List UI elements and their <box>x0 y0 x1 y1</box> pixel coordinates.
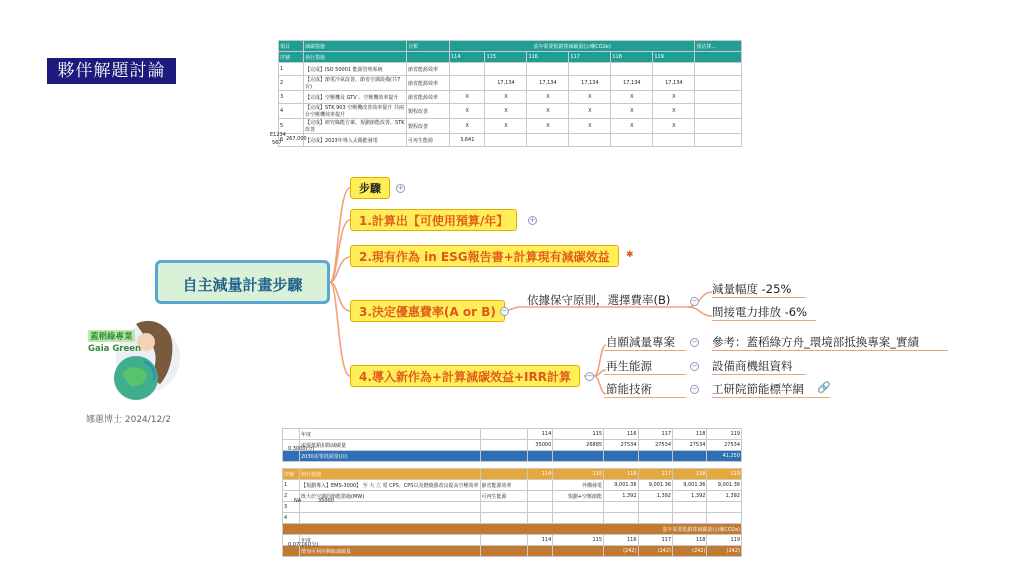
table-cell: 115 <box>553 469 604 480</box>
table-cell: 1,392 <box>673 491 707 502</box>
table-cell: 9,001.36 <box>604 480 638 491</box>
table-cell <box>527 513 553 524</box>
table-cell: (242) <box>638 546 672 557</box>
table-cell: 外購發電 <box>553 480 604 491</box>
slide-title: 夥伴解題討論 <box>47 58 176 84</box>
row-number: 3 <box>279 91 304 104</box>
value-cell: X <box>485 119 527 134</box>
table-cell: 114 <box>527 469 553 480</box>
table-cell: 3 <box>283 502 300 513</box>
table-cell: 117 <box>638 535 672 546</box>
subheader-cell: 115 <box>485 52 527 63</box>
category-cell: 製程改善 <box>407 119 450 134</box>
category-cell: 節省能源效率 <box>407 63 450 76</box>
group-header: 基年需要抵銷排減碳量(公噸CO2e) <box>283 524 742 535</box>
value-cell: X <box>653 91 695 104</box>
table-cell: 41,250 <box>707 451 742 462</box>
table-cell: 26885 <box>553 440 604 451</box>
table-cell: 9,001.36 <box>707 480 742 491</box>
side-cell: 35000 <box>318 498 334 504</box>
value-cell: X <box>485 104 527 119</box>
table-cell <box>638 502 672 513</box>
table-cell: 執行措施 <box>300 469 481 480</box>
table-cell: 規劃+空壓節能 <box>553 491 604 502</box>
side-cell: 267,000 <box>286 136 307 142</box>
table-cell <box>480 469 527 480</box>
expand-icon[interactable]: + <box>529 216 536 224</box>
table-cell: 115 <box>553 429 604 440</box>
table-row <box>283 491 742 502</box>
table-cell: 114 <box>527 429 553 440</box>
table-cell: 118 <box>673 469 707 480</box>
leaf-itri-benchmark[interactable]: 工研院節能標竿網 <box>712 382 804 396</box>
step3-branch-text[interactable]: 依據保守原則，選擇費率(B) <box>527 293 671 307</box>
value-cell: 17,134 <box>527 76 569 91</box>
collapse-icon[interactable]: − <box>586 372 593 380</box>
logo-text-en: Gaia Green <box>88 344 142 354</box>
table-cell: 4 <box>283 513 300 524</box>
measure-cell: 【完成】研究綠能方案、規劃節能改善、STK 改善 <box>305 120 405 133</box>
table-cell: 118 <box>673 429 707 440</box>
side-cell: E1234 <box>270 132 286 138</box>
table-cell <box>527 480 553 491</box>
measure-cell: 【完成】ISO 50001 能源管理系統 <box>304 63 407 76</box>
group-header: 基年需要抵銷排減碳量(公噸CO2e) <box>450 41 695 52</box>
value-cell: X <box>569 104 611 119</box>
table-cell: 年度 <box>300 429 481 440</box>
side-cell: 567 <box>272 140 282 146</box>
table-cell: 增加可利用剩餘減碳量 <box>300 546 481 557</box>
leaf-indirect-emission[interactable]: 間接電力排放 -6% <box>712 305 808 319</box>
value-cell: X <box>611 119 653 134</box>
link-icon[interactable]: 🔗 <box>817 381 831 394</box>
gaia-green-logo <box>88 318 188 400</box>
table-row <box>283 546 742 557</box>
value-cell: X <box>527 104 569 119</box>
table-cell: 1,392 <box>707 491 742 502</box>
table-row <box>283 451 742 462</box>
table-cell <box>553 513 604 524</box>
row-number: 1 <box>279 63 304 76</box>
table-cell <box>480 513 527 524</box>
table-cell: 2 <box>283 491 300 502</box>
table-cell: 序號 <box>283 469 300 480</box>
branch-renewable-energy[interactable]: 再生能源 <box>606 359 652 373</box>
side-cell: 0.3000(分) <box>288 446 315 452</box>
value-cell: 17,134 <box>611 76 653 91</box>
table-cell: 115 <box>553 535 604 546</box>
header-cell: 減碳措施 <box>304 41 407 52</box>
category-cell: 節省能源效率 <box>407 76 450 91</box>
table-row <box>283 513 742 524</box>
value-cell: X <box>450 119 485 134</box>
value-cell: 3,641 <box>450 134 485 147</box>
table-cell <box>673 513 707 524</box>
table-cell <box>707 502 742 513</box>
table-cell: 年度 <box>300 535 481 546</box>
table-cell <box>480 546 527 557</box>
collapse-icon[interactable]: − <box>501 307 508 315</box>
value-cell: X <box>569 91 611 104</box>
table-cell: 27534 <box>604 440 638 451</box>
collapse-icon[interactable]: − <box>691 297 698 305</box>
table-cell <box>673 502 707 513</box>
value-cell: X <box>450 91 485 104</box>
table-row <box>283 535 742 546</box>
expand-icon[interactable]: + <box>397 184 404 192</box>
row-number: 4 <box>279 104 304 119</box>
subheader-cell: 執行措施 <box>304 52 407 63</box>
table-cell: 1,392 <box>604 491 638 502</box>
subheader-cell: 序號 <box>279 52 304 63</box>
table-cell: 119 <box>707 535 742 546</box>
category-cell: 節省能源效率 <box>407 91 450 104</box>
measure-cell: 【完成】2023年導入太陽能發電 <box>304 134 407 147</box>
central-topic[interactable]: 自主減量計畫步驟 <box>155 260 330 304</box>
table-cell <box>553 451 604 462</box>
table-cell: 116 <box>604 429 638 440</box>
table-row <box>283 469 742 480</box>
subheader-cell: 114 <box>450 52 485 63</box>
value-cell: 17,134 <box>653 76 695 91</box>
author-date: 娜蕙博士 2024/12/2 <box>86 415 172 425</box>
branch-energy-tech[interactable]: 節能技術 <box>606 382 652 396</box>
table-cell <box>527 546 553 557</box>
row-number: 6 <box>279 134 304 147</box>
value-cell: X <box>527 91 569 104</box>
table-cell <box>638 513 672 524</box>
table-cell: 可再生能源 <box>480 491 527 502</box>
table-cell: 9,001.36 <box>638 480 672 491</box>
collapse-icon[interactable]: − <box>691 385 698 393</box>
measure-cell: 【完成】節電冷氣改善、節省空調設備(共7台) <box>304 76 407 91</box>
table-cell <box>604 502 638 513</box>
step-node-title[interactable]: 步驟 <box>350 177 390 199</box>
table-row <box>283 440 742 451</box>
value-cell: 17,134 <box>485 76 527 91</box>
step-node-1[interactable]: 1.計算出【可使用預算/年】 <box>350 209 517 231</box>
measure-cell: 【完成】空壓機及 GTV 、空壓機效率提升 <box>304 91 407 104</box>
step-node-2[interactable]: 2.現有作為 in ESG報告書+計算現有減碳效益 <box>350 245 619 267</box>
row-number: 5 <box>279 119 304 134</box>
value-cell: X <box>611 104 653 119</box>
step-node-4[interactable]: 4.導入新作為+計算減碳效益+IRR計算 <box>350 365 580 387</box>
value-cell: X <box>450 104 485 119</box>
value-cell: X <box>653 119 695 134</box>
table-cell: 35000 <box>527 440 553 451</box>
table-cell <box>480 429 527 440</box>
table-cell: 117 <box>638 429 672 440</box>
table-cell: 9,001.36 <box>673 480 707 491</box>
table-cell: 118 <box>673 535 707 546</box>
table-cell: 117 <box>638 469 672 480</box>
table-cell <box>604 513 638 524</box>
table-cell: 1,392 <box>638 491 672 502</box>
table-cell <box>480 440 527 451</box>
table-cell: 需要抵銷扣除減碳量 <box>300 440 481 451</box>
table-cell <box>480 502 527 513</box>
table-cell: 119 <box>707 469 742 480</box>
table-row <box>283 429 742 440</box>
value-cell: X <box>569 119 611 134</box>
table-cell: 27534 <box>707 440 742 451</box>
table-cell <box>673 451 707 462</box>
table-cell: 116 <box>604 535 638 546</box>
branch-voluntary-project[interactable]: 自願減量專案 <box>606 335 675 349</box>
value-cell: X <box>611 91 653 104</box>
table-cell: 114 <box>527 535 553 546</box>
table-cell: 119 <box>707 429 742 440</box>
table-cell <box>553 502 604 513</box>
header-cell: 預估排... <box>695 41 742 52</box>
table-cell <box>527 451 553 462</box>
leaf-reference[interactable]: 參考：蓋稻綠方舟_環境部抵換專案_實績 <box>712 335 919 349</box>
star-icon: ✱ <box>626 250 634 260</box>
table-cell: 116 <box>604 469 638 480</box>
table-cell <box>638 451 672 462</box>
value-cell: 17,134 <box>569 76 611 91</box>
table-cell: 27534 <box>638 440 672 451</box>
table-cell: (242) <box>707 546 742 557</box>
table-cell: 1 <box>283 480 300 491</box>
collapse-icon[interactable]: − <box>691 362 698 370</box>
table-cell: (242) <box>673 546 707 557</box>
table-cell <box>527 491 553 502</box>
header-cell: 分類 <box>407 41 450 52</box>
table-cell: 節省能源效率 <box>480 480 527 491</box>
collapse-icon[interactable]: − <box>691 338 698 346</box>
table-cell <box>283 429 300 440</box>
table-cell: 2030需要抵銷量(扣) <box>300 451 481 462</box>
row-number: 2 <box>279 76 304 91</box>
table-row <box>283 524 742 535</box>
table-cell <box>707 513 742 524</box>
leaf-equipment-data[interactable]: 設備商機組資料 <box>712 359 793 373</box>
table-cell: 27534 <box>673 440 707 451</box>
category-cell: 可再生能源 <box>407 134 450 147</box>
table-cell <box>300 513 481 524</box>
category-cell: 製程改善 <box>407 104 450 119</box>
step-node-3[interactable]: 3.決定優惠費率(A or B) <box>350 300 505 322</box>
measure-cell: 【完成】STK 903 空壓機改善效率提升 共兩台空壓機效率提升 <box>304 104 407 119</box>
logo-text-cn: 蓋稻綠專業 <box>90 332 133 342</box>
subheader-cell: 119 <box>653 52 695 63</box>
table-row <box>283 502 742 513</box>
value-cell: X <box>527 119 569 134</box>
table-cell <box>480 451 527 462</box>
side-cell: 0.07(16)(分) <box>288 542 319 548</box>
table-cell: (242) <box>604 546 638 557</box>
side-cell: NA <box>294 498 302 504</box>
table-cell <box>480 535 527 546</box>
bottom-spreadsheet <box>282 428 742 555</box>
subheader-cell: 117 <box>569 52 611 63</box>
table-row <box>283 480 742 491</box>
table-cell <box>553 546 604 557</box>
table-cell <box>283 451 300 462</box>
table-cell: 既大於空調的節能措施(MW) <box>300 491 481 502</box>
subheader-cell: 118 <box>611 52 653 63</box>
table-row <box>283 462 742 469</box>
subheader-cell: 116 <box>527 52 569 63</box>
table-cell <box>527 502 553 513</box>
header-cell: 項目 <box>279 41 304 52</box>
table-cell: 【規劃導入】EMS-3000】 至 大 立 電 CPS、CPS以及燃燒器改良提高空壓效率 <box>300 480 481 491</box>
leaf-reduction[interactable]: 減量幅度 -25% <box>712 282 792 296</box>
table-cell <box>604 451 638 462</box>
value-cell: X <box>653 104 695 119</box>
value-cell: X <box>485 91 527 104</box>
